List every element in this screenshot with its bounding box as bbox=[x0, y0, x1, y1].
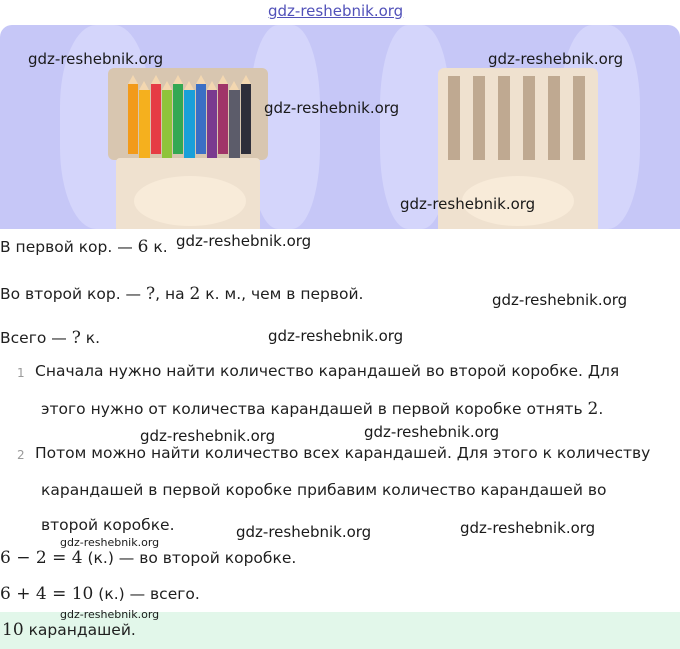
watermark-top[interactable]: gdz-reshebnik.org bbox=[268, 2, 404, 20]
pencil-icon bbox=[207, 90, 217, 160]
watermark: gdz-reshebnik.org bbox=[60, 608, 160, 621]
stripe bbox=[448, 76, 460, 160]
watermark: gdz-reshebnik.org bbox=[60, 536, 160, 549]
step-number: 1 bbox=[17, 366, 25, 380]
given-second-box: Во второй кор. — ?, на 2 к. м., чем в первой. bbox=[0, 284, 364, 304]
pencil-icon bbox=[218, 84, 228, 154]
watermark: gdz-reshebnik.org bbox=[236, 523, 372, 541]
pencil-icon bbox=[184, 90, 194, 160]
watermark: gdz-reshebnik.org bbox=[400, 195, 536, 213]
answer-text: 10 карандашей. bbox=[2, 620, 136, 640]
stripe bbox=[548, 76, 560, 160]
given-total: Всего — ? к. bbox=[0, 328, 101, 348]
pencil-icon bbox=[173, 84, 183, 154]
step-text: второй коробке. bbox=[41, 516, 175, 534]
pencil-icon bbox=[229, 90, 239, 160]
equation: 6 + 4 = 10 (к.) — всего. bbox=[0, 584, 200, 604]
watermark: gdz-reshebnik.org bbox=[140, 427, 276, 445]
given-first-box: В первой кор. — 6 к. bbox=[0, 237, 168, 257]
step-text: карандашей в первой коробке прибавим количество карандашей во bbox=[41, 481, 607, 499]
watermark: gdz-reshebnik.org bbox=[28, 50, 164, 68]
pencil-box-full-icon bbox=[108, 68, 268, 229]
equation: 6 − 2 = 4 (к.) — во второй коробке. bbox=[0, 548, 297, 568]
stripe bbox=[573, 76, 585, 160]
stripe bbox=[523, 76, 535, 160]
watermark: gdz-reshebnik.org bbox=[460, 519, 596, 537]
pencil-icon bbox=[151, 84, 161, 154]
box-stripes bbox=[446, 76, 590, 160]
pencil-icon bbox=[241, 84, 251, 154]
step-number: 2 bbox=[17, 448, 25, 462]
watermark: gdz-reshebnik.org bbox=[268, 327, 404, 345]
watermark: gdz-reshebnik.org bbox=[176, 232, 312, 250]
pencils-group bbox=[128, 80, 252, 158]
watermark: gdz-reshebnik.org bbox=[488, 50, 624, 68]
step-text: этого нужно от количества карандашей в первой коробке отнять 2. bbox=[41, 399, 604, 419]
pencil-icon bbox=[139, 90, 149, 160]
watermark: gdz-reshebnik.org bbox=[264, 99, 400, 117]
step-text: Сначала нужно найти количество карандашей во второй коробке. Для bbox=[35, 362, 620, 380]
pencil-icon bbox=[196, 84, 206, 154]
pencil-icon bbox=[128, 84, 138, 154]
step-text: Потом можно найти количество всех карандашей. Для этого к количеству bbox=[35, 444, 651, 462]
watermark: gdz-reshebnik.org bbox=[364, 423, 500, 441]
stripe bbox=[498, 76, 510, 160]
watermark: gdz-reshebnik.org bbox=[492, 291, 628, 309]
pencil-icon bbox=[162, 90, 172, 160]
stripe bbox=[473, 76, 485, 160]
